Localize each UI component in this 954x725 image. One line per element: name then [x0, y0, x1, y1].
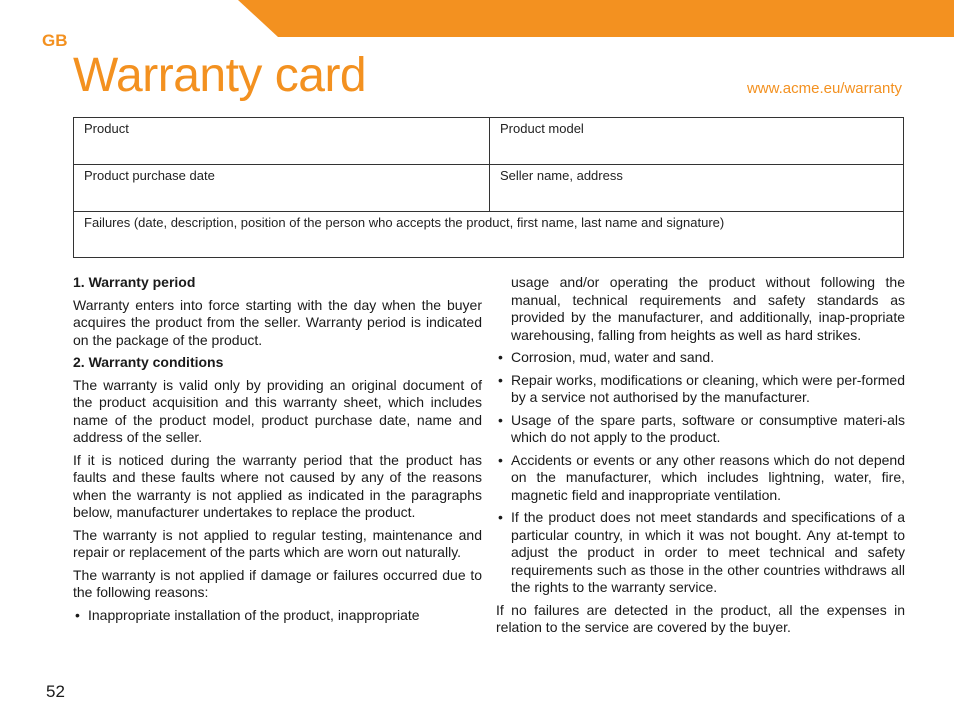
- list-item: • Repair works, modifications or cleaning, which were per-formed by a service not authorised by the manufacturer.: [498, 371, 905, 405]
- purchase-date-field[interactable]: [74, 165, 490, 212]
- bullet-icon: •: [498, 349, 503, 365]
- paragraph: The warranty is not applied to regular testing, maintenance and repair or replacement of the parts which are worn out naturally.: [73, 526, 482, 560]
- product-field-label: Product: [84, 121, 129, 136]
- header-orange-band: [238, 0, 954, 37]
- paragraph: The warranty is valid only by providing an original document of the product acquisition and this warranty sheet, which includes name of the product model, product purchase date, name and address of the seller.: [73, 376, 482, 445]
- closing-paragraph: If no failures are detected in the product, all the expenses in relation to the service are covered by the buyer.: [496, 601, 905, 635]
- product-model-field-label: Product model: [500, 121, 584, 136]
- paragraph: The warranty is not applied if damage or failures occurred due to the following reasons:: [73, 566, 482, 600]
- right-text-column: [496, 274, 905, 642]
- failures-field[interactable]: [74, 212, 903, 257]
- section-heading-warranty-conditions: 2. Warranty conditions: [73, 354, 224, 370]
- exclusions-list: [73, 607, 482, 625]
- bullet-icon: •: [498, 371, 503, 388]
- list-item: • If the product does not meet standards and specifications of a particular country, in which it was not bought. Any at-tempt to adjust the product in order to meet technical and safety requirements such as those in the other countries withdraws all the rights to the warranty service.: [498, 509, 905, 595]
- bullet-icon: •: [498, 509, 503, 525]
- bullet-icon: •: [75, 606, 80, 623]
- list-item: • Accidents or events or any other reasons which do not depend on the manufacturer, which includes lightning, water, fire, magnetic field and inappropriate ventilation.: [498, 451, 905, 503]
- paragraph: Warranty enters into force starting with the day when the buyer acquires the product from the seller. Warranty period is indicated on the package of the product.: [73, 296, 482, 348]
- warranty-url-link[interactable]: www.acme.eu/warranty: [746, 80, 902, 97]
- list-item-continuation: usage and/or operating the product without following the manual, technical requirements and safety standards as provided by the manufacturer, and additionally, inap-propriate warehousing, falling from heights as well as hard strikes.: [511, 274, 905, 343]
- exclusions-list-continued: [496, 349, 905, 597]
- left-text-column: [73, 274, 482, 629]
- seller-field-label: Seller name, address: [500, 168, 623, 183]
- product-model-field[interactable]: [490, 118, 903, 165]
- paragraph: If it is noticed during the warranty period that the product has faults and these faults where not caused by any of the reasons when the warranty is not applied as indicated in the paragraphs below, manufacturer undertakes to replace the product.: [73, 451, 482, 520]
- product-field[interactable]: [74, 118, 490, 165]
- warranty-card-form: [73, 117, 904, 258]
- list-item: • Corrosion, mud, water and sand.: [498, 349, 715, 365]
- list-item: • Usage of the spare parts, software or consumptive materi-als which do not apply to the product.: [498, 411, 905, 445]
- page-number: 52: [46, 682, 65, 701]
- language-code: GB: [42, 31, 68, 50]
- purchase-date-field-label: Product purchase date: [84, 168, 215, 183]
- bullet-icon: •: [498, 451, 503, 468]
- bullet-icon: •: [498, 411, 503, 428]
- section-heading-warranty-period: 1. Warranty period: [73, 274, 196, 290]
- page-title: Warranty card: [73, 49, 367, 102]
- list-item: • Inappropriate installation of the product, inappropriate: [75, 606, 420, 623]
- seller-field[interactable]: [490, 165, 903, 212]
- failures-field-label: Failures (date, description, position of the person who accepts the product, first name, last name and signature): [84, 215, 725, 230]
